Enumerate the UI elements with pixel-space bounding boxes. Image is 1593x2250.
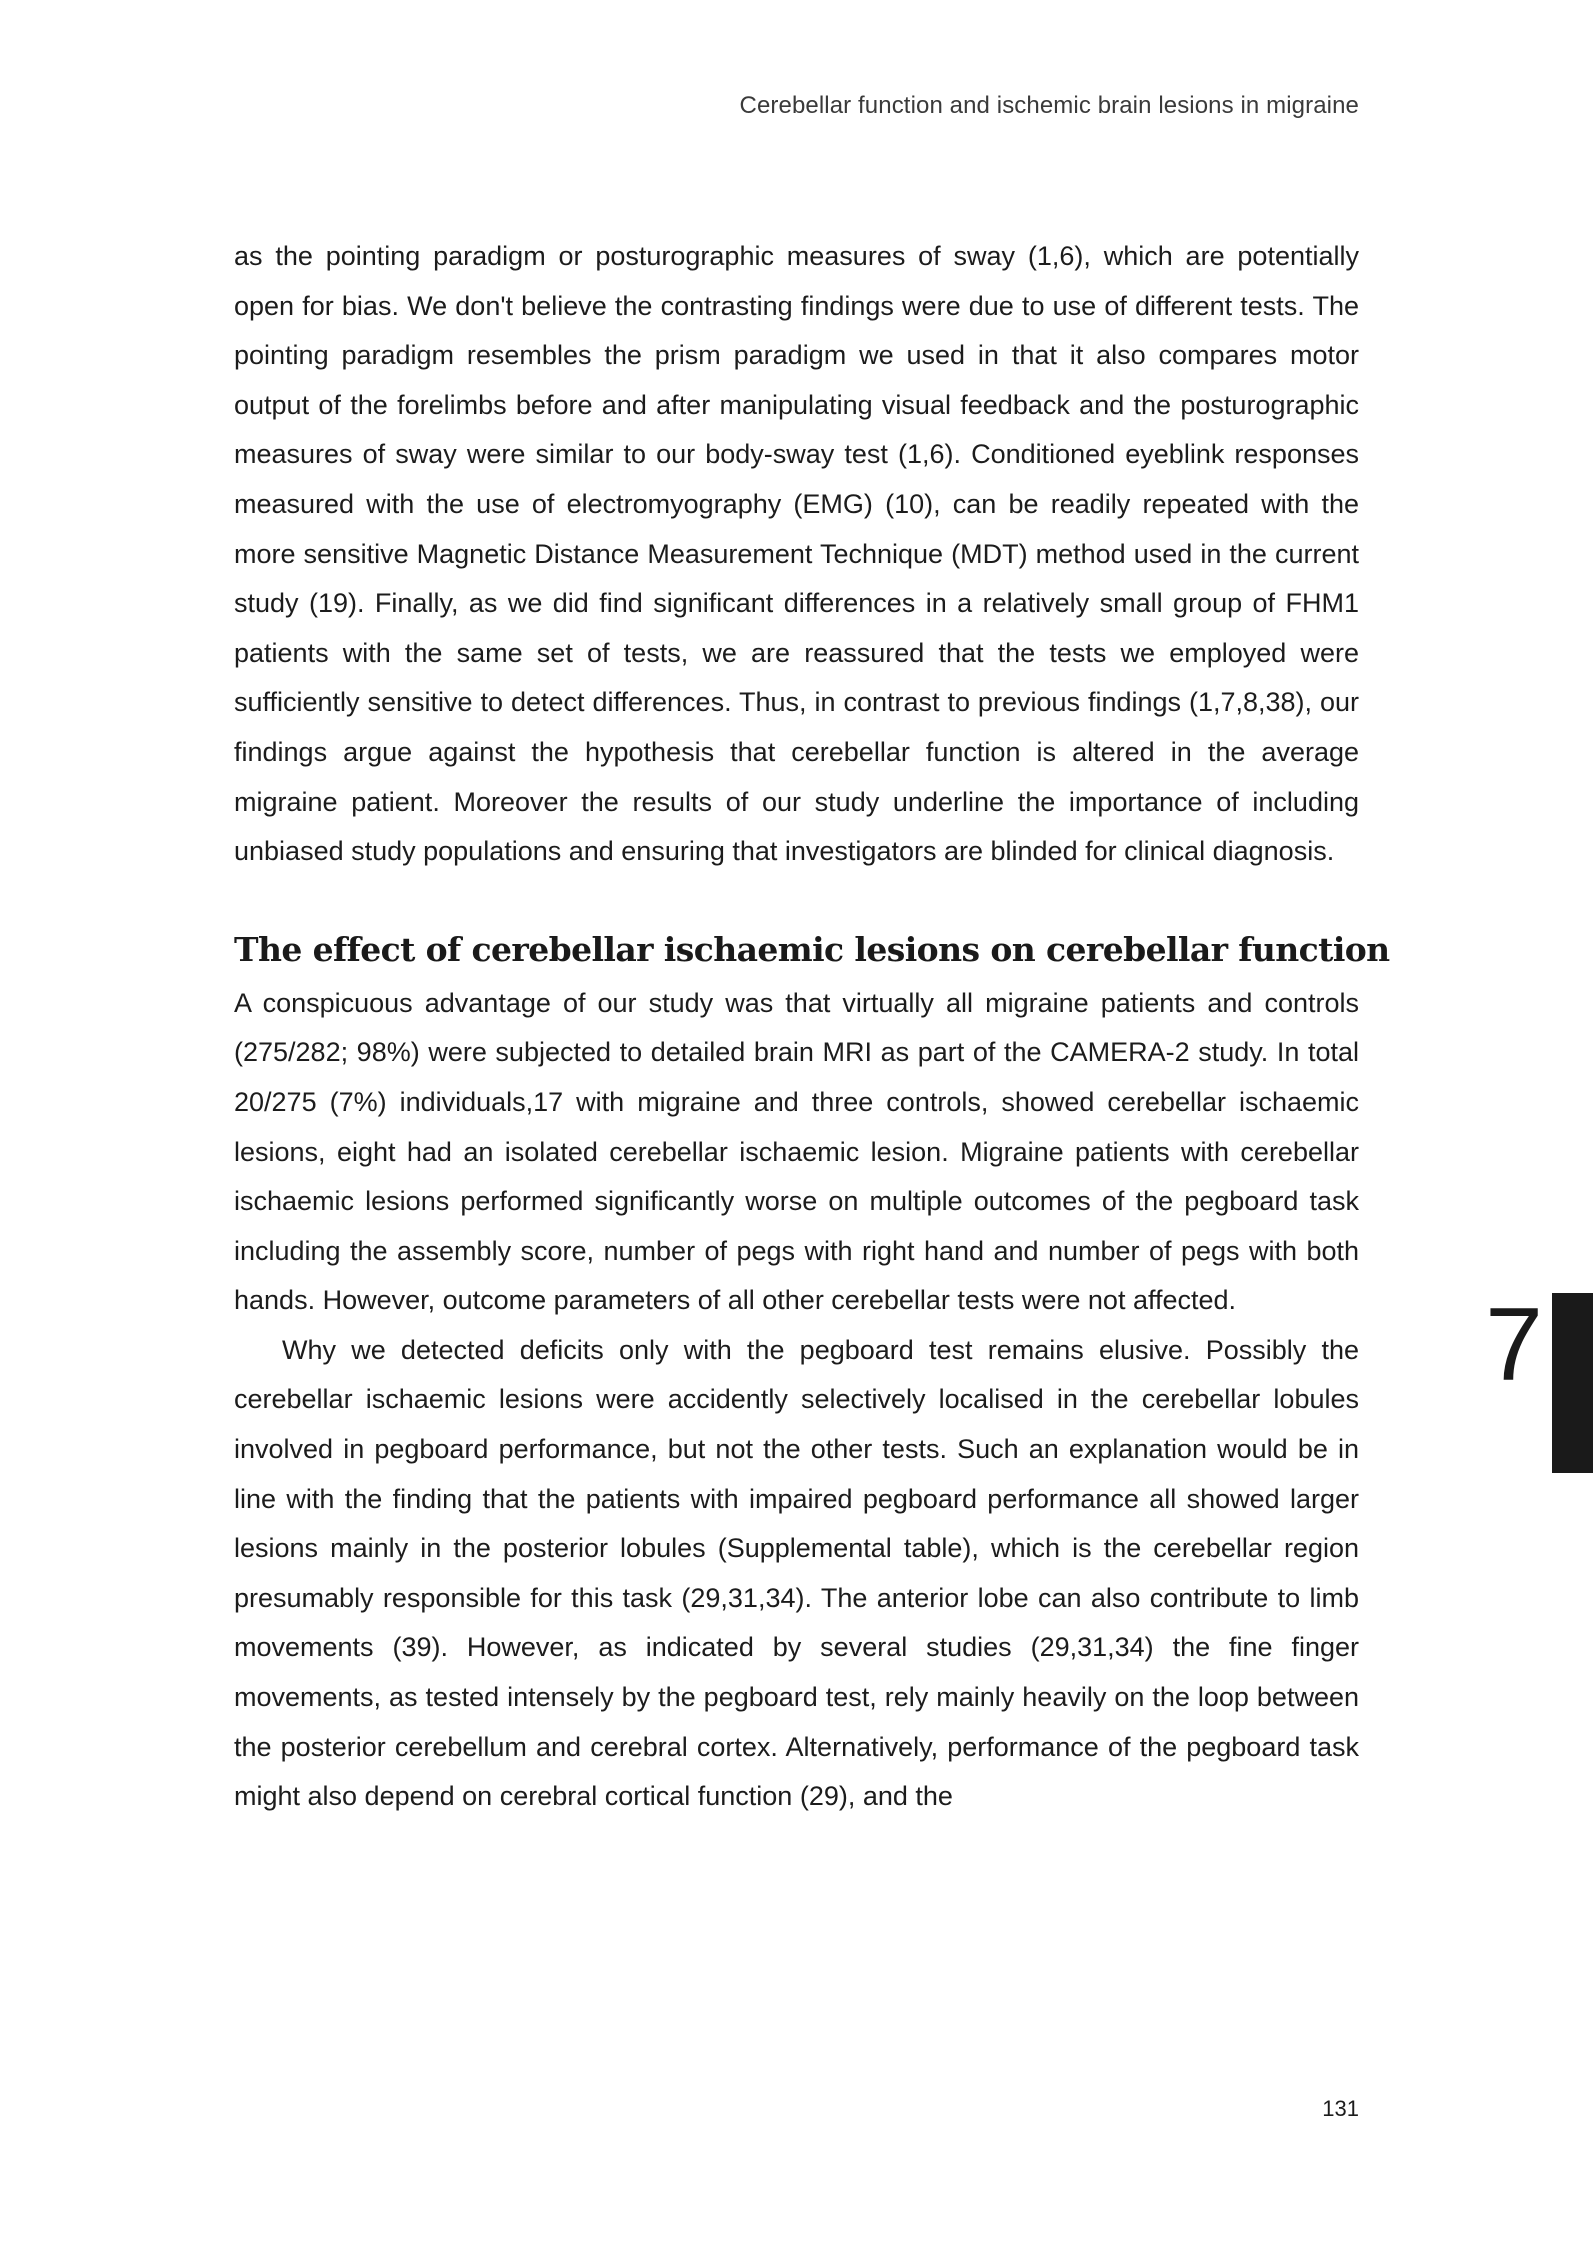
section-heading: The effect of cerebellar ischaemic lesions on cerebellar function bbox=[234, 929, 1390, 969]
body-paragraph: A conspicuous advantage of our study was that virtually all migraine patients and controls (275/282; 98%) were subjected to detailed brain MRI as part of the CAMERA-2 study. In total 20/275 (7%) individuals,17 with migraine and three controls, showed cerebellar ischaemic lesions, eight had an isolated cerebellar ischaemic lesion. Migraine patients with cerebellar ischaemic lesions performed significantly worse on multiple outcomes of the pegboard task including the assembly score, number of pegs with right hand and number of pegs with both hands. However, outcome parameters of all other cerebellar tests were not affected. bbox=[234, 987, 1359, 1316]
body-paragraph: as the pointing paradigm or posturographic measures of sway (1,6), which are potentially open for bias. We don't believe the contrasting findings were due to use of different tests. The pointing paradigm resembles the prism paradigm we used in that it also compares motor output of the forelimbs before and after manipulating visual feedback and the posturographic measures of sway were similar to our body-sway test (1,6). Conditioned eyeblink responses measured with the use of electromyography (EMG) (10), can be readily repeated with the more sensitive Magnetic Distance Measurement Technique (MDT) method used in the current study (19). Finally, as we did find significant differences in a relatively small group of FHM1 patients with the same set of tests, we are reassured that the tests we employed were sufficiently sensitive to detect differences. Thus, in contrast to previous findings (1,7,8,38), our findings argue against the hypothesis that cerebellar function is altered in the average migraine patient. Moreover the results of our study underline the importance of including unbiased study populations and ensuring that investigators are blinded for clinical diagnosis. bbox=[234, 241, 1359, 867]
page-number: 131 bbox=[1322, 2096, 1359, 2121]
chapter-number: 7 bbox=[1485, 1287, 1543, 1403]
chapter-thumb-tab bbox=[1552, 1293, 1593, 1473]
main-text bbox=[234, 232, 1390, 1822]
running-header: Cerebellar function and ischemic brain lesions in migraine bbox=[739, 92, 1359, 119]
body-paragraph: Why we detected deficits only with the pegboard test remains elusive. Possibly the cerebellar ischaemic lesions were accidently selectively localised in the cerebellar lobules involved in pegboard performance, but not the other tests. Such an explanation would be in line with the finding that the patients with impaired pegboard performance all showed larger lesions mainly in the posterior lobules (Supplemental table), which is the cerebellar region presumably responsible for this task (29,31,34). The anterior lobe can also contribute to limb movements (39). However, as indicated by several studies (29,31,34) the fine finger movements, as tested intensely by the pegboard test, rely mainly heavily on the loop between the posterior cerebellum and cerebral cortex. Alternatively, performance of the pegboard task might also depend on cerebral cortical function (29), and the bbox=[234, 1334, 1359, 1812]
